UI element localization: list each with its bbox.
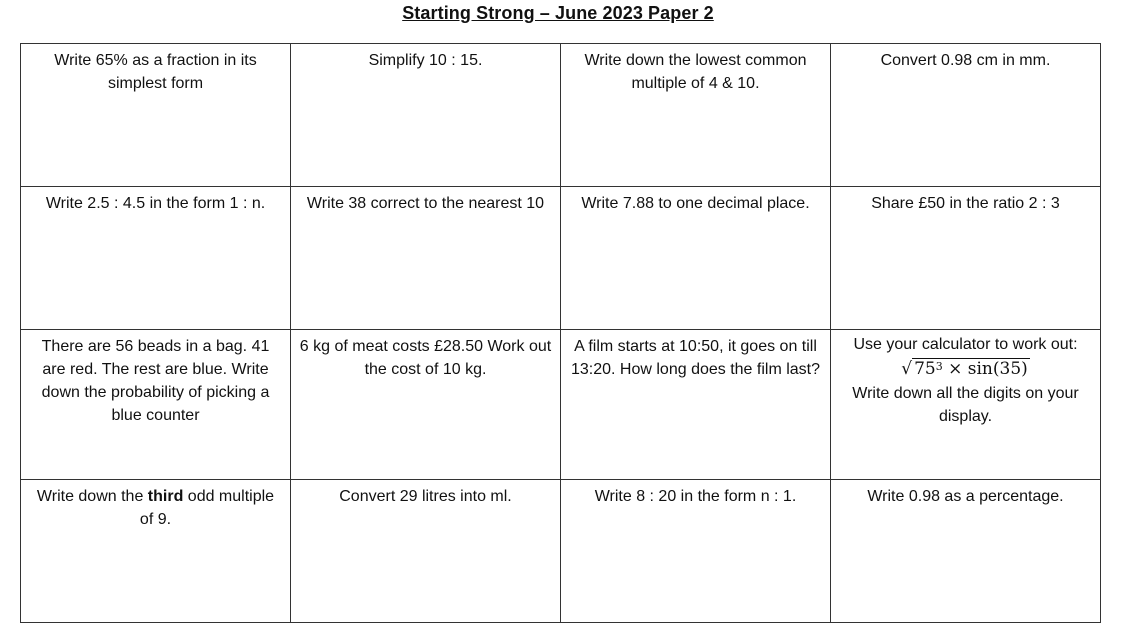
question-cell: [291, 44, 561, 187]
question-cell: [291, 330, 561, 480]
square-root-symbol: √: [901, 359, 913, 379]
expression-base: 75: [914, 359, 936, 379]
calculator-instruction: Write down all the digits on your display.: [852, 385, 1079, 425]
expression-exponent: 3: [935, 360, 943, 373]
question-text: Write 38 correct to the nearest 10: [306, 195, 545, 212]
question-text: Share £50 in the ratio 2 : 3: [871, 195, 1060, 212]
question-text: Convert 0.98 cm in mm.: [880, 52, 1051, 69]
question-text: Write 7.88 to one decimal place.: [581, 195, 810, 212]
question-cell: [561, 480, 831, 623]
question-text: Write down the lowest common multiple of 4 & 10.: [584, 52, 807, 92]
expression-rest: × sin(35): [942, 359, 1028, 379]
grid-row: [21, 44, 1101, 187]
question-text: Convert 29 litres into ml.: [339, 488, 512, 505]
question-text: Write 0.98 as a percentage.: [867, 488, 1064, 505]
question-cell: [291, 480, 561, 623]
question-cell: [21, 44, 291, 187]
question-cell: [831, 330, 1101, 480]
question-cell: [831, 480, 1101, 623]
question-cell: [831, 187, 1101, 330]
question-cell: [831, 44, 1101, 187]
question-text-after: odd multiple of 9.: [139, 488, 275, 528]
radicand: [912, 358, 1030, 379]
grid-row: [21, 480, 1101, 623]
question-text: [37, 488, 274, 528]
question-cell: [21, 480, 291, 623]
question-cell: [561, 44, 831, 187]
grid-row: [21, 330, 1101, 480]
question-text: Write 65% as a fraction in its simplest form: [54, 52, 257, 92]
question-text: 6 kg of meat costs £28.50 Work out the cost of 10 kg.: [299, 338, 552, 378]
question-cell: [21, 187, 291, 330]
grid-row: [21, 187, 1101, 330]
question-cell: [291, 187, 561, 330]
question-cell: [21, 330, 291, 480]
question-cell: [561, 187, 831, 330]
math-expression: [901, 356, 1030, 382]
question-text: Write 8 : 20 in the form n : 1.: [594, 488, 797, 505]
question-text: There are 56 beads in a bag. 41 are red. The rest are blue. Write down the probability of picking a blue counter: [41, 338, 270, 424]
question-text: A film starts at 10:50, it goes on till 13:20. How long does the film last?: [570, 338, 821, 378]
question-grid: [20, 43, 1101, 623]
question-text: Simplify 10 : 15.: [368, 52, 483, 69]
question-text-emphasis: third: [147, 488, 184, 505]
calculator-prompt: Use your calculator to work out:: [853, 336, 1078, 353]
page-title: Starting Strong – June 2023 Paper 2: [402, 3, 714, 23]
question-text: Write 2.5 : 4.5 in the form 1 : n.: [45, 195, 266, 212]
question-cell: [561, 330, 831, 480]
question-text-before: Write down the: [36, 488, 148, 505]
